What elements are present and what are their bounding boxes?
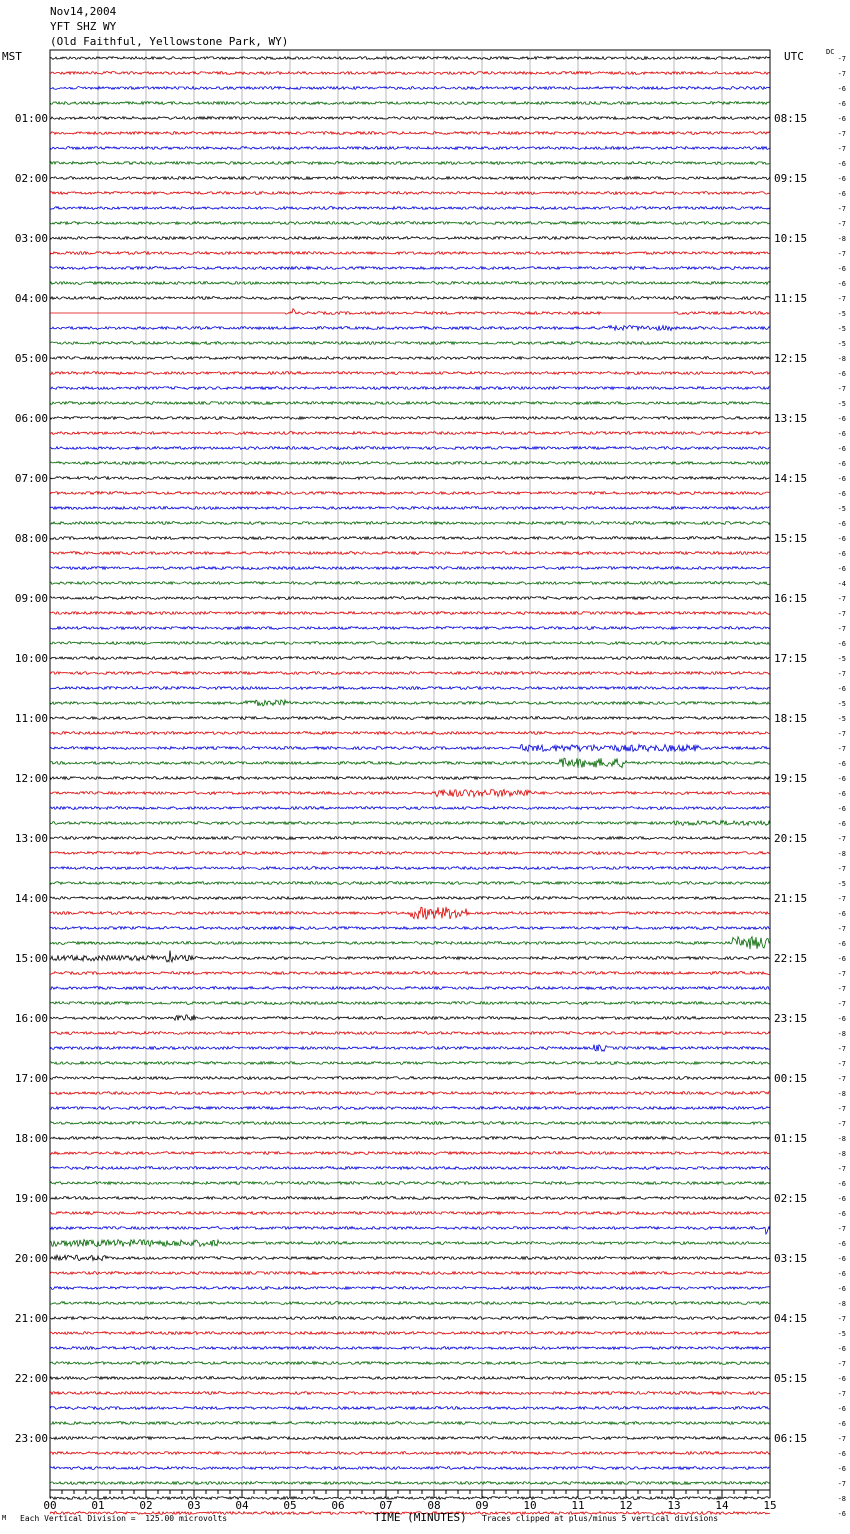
dc-offset-value: -6 xyxy=(837,910,846,918)
hour-label-left: 07:00 xyxy=(14,472,48,485)
hour-label-right: 19:15 xyxy=(774,772,808,785)
dc-offset-value: -6 xyxy=(837,640,846,648)
seismic-trace xyxy=(50,462,770,465)
dc-offset-value: -6 xyxy=(837,1285,846,1293)
dc-offset-value: -6 xyxy=(837,1270,846,1278)
dc-offset-value: -8 xyxy=(837,1135,846,1143)
dc-offset-value: -7 xyxy=(837,1435,846,1443)
dc-offset-value: -6 xyxy=(837,1510,846,1518)
dc-offset-value: -8 xyxy=(837,235,846,243)
x-tick-label: 04 xyxy=(235,1499,249,1512)
seismic-trace xyxy=(50,1240,770,1247)
seismic-trace xyxy=(50,326,770,331)
seismic-trace xyxy=(50,1467,770,1470)
seismic-trace xyxy=(50,897,770,900)
seismic-trace xyxy=(50,222,770,225)
hour-label-right: 23:15 xyxy=(774,1012,808,1025)
dc-offset-value: -7 xyxy=(837,205,846,213)
dc-offset-value: -6 xyxy=(837,805,846,813)
seismic-trace xyxy=(50,237,770,240)
seismic-trace xyxy=(50,1272,770,1275)
station-location: (Old Faithful, Yellowstone Park, WY) xyxy=(50,35,289,48)
seismic-trace xyxy=(50,657,770,660)
scale-note: Each Vertical Division = 125.00 microvolts xyxy=(20,1514,228,1523)
hour-label-left: 09:00 xyxy=(14,592,48,605)
seismic-trace xyxy=(50,1377,770,1380)
seismic-trace xyxy=(50,837,770,840)
x-axis-title: TIME (MINUTES) xyxy=(374,1511,467,1524)
seismic-trace xyxy=(50,1032,770,1035)
seismic-trace xyxy=(50,1452,770,1455)
hour-label-right: 17:15 xyxy=(774,652,808,665)
seismic-trace xyxy=(50,745,770,752)
seismic-trace xyxy=(50,972,770,975)
hour-label-right: 15:15 xyxy=(774,532,808,545)
dc-offset-value: -6 xyxy=(837,940,846,948)
seismic-trace xyxy=(50,552,770,555)
dc-offset-value: -6 xyxy=(837,1375,846,1383)
dc-offset-value: -6 xyxy=(837,1450,846,1458)
dc-offset-value: -6 xyxy=(837,1465,846,1473)
dc-offset-value: -7 xyxy=(837,835,846,843)
seismic-trace xyxy=(50,1392,770,1395)
seismic-trace xyxy=(50,1122,770,1125)
dc-offset-value: -6 xyxy=(837,565,846,573)
seismic-trace xyxy=(50,477,770,480)
seismic-trace xyxy=(50,1227,770,1234)
hour-label-right: 10:15 xyxy=(774,232,808,245)
dc-offset-value: -7 xyxy=(837,1480,846,1488)
hour-label-right: 05:15 xyxy=(774,1372,808,1385)
seismic-trace xyxy=(50,612,770,615)
dc-offset-value: -7 xyxy=(837,595,846,603)
seismic-trace xyxy=(50,1347,770,1350)
dc-offset-value: -8 xyxy=(837,1150,846,1158)
left-timezone-label: MST xyxy=(2,50,22,63)
dc-offset-value: -7 xyxy=(837,1165,846,1173)
seismic-trace xyxy=(50,717,770,720)
seismic-trace xyxy=(50,1407,770,1410)
right-timezone-label: UTC xyxy=(784,50,804,63)
seismic-trace xyxy=(50,522,770,525)
dc-offset-value: -7 xyxy=(837,745,846,753)
hour-label-left: 17:00 xyxy=(14,1072,48,1085)
chart-date: Nov14,2004 xyxy=(50,5,117,18)
seismic-trace xyxy=(50,402,770,405)
seismic-trace xyxy=(50,807,770,810)
dc-offset-value: -6 xyxy=(837,1180,846,1188)
x-tick-label: 01 xyxy=(91,1499,105,1512)
hour-label-left: 23:00 xyxy=(14,1432,48,1445)
seismic-trace xyxy=(50,267,770,270)
dc-offset-value: -6 xyxy=(837,280,846,288)
seismic-trace xyxy=(50,642,770,645)
seismic-trace xyxy=(50,582,770,585)
dc-offset-value: -7 xyxy=(837,1105,846,1113)
seismic-trace xyxy=(50,447,770,450)
seismic-trace xyxy=(50,87,770,90)
seismic-trace xyxy=(50,282,770,285)
hour-label-right: 01:15 xyxy=(774,1132,808,1145)
dc-offset-value: -5 xyxy=(837,1330,846,1338)
seismic-trace xyxy=(50,1362,770,1365)
hour-label-right: 14:15 xyxy=(774,472,808,485)
x-tick-label: 09 xyxy=(475,1499,489,1512)
dc-offset-value: -6 xyxy=(837,955,846,963)
hour-label-left: 11:00 xyxy=(14,712,48,725)
x-tick-label: 11 xyxy=(571,1499,585,1512)
hour-label-left: 22:00 xyxy=(14,1372,48,1385)
hour-label-left: 02:00 xyxy=(14,172,48,185)
seismic-trace xyxy=(50,132,770,135)
dc-offset-value: -6 xyxy=(837,1240,846,1248)
dc-offset-value: -6 xyxy=(837,490,846,498)
dc-offset-value: -6 xyxy=(837,1195,846,1203)
dc-offset-value: -6 xyxy=(837,1210,846,1218)
dc-offset-value: -6 xyxy=(837,820,846,828)
seismic-trace xyxy=(50,567,770,570)
hour-label-left: 06:00 xyxy=(14,412,48,425)
seismic-trace xyxy=(50,1107,770,1110)
seismic-trace xyxy=(50,252,770,255)
hour-label-left: 05:00 xyxy=(14,352,48,365)
dc-offset-value: -8 xyxy=(837,1090,846,1098)
seismic-trace xyxy=(50,507,770,510)
x-tick-label: 05 xyxy=(283,1499,297,1512)
dc-offset-value: -6 xyxy=(837,430,846,438)
station-code: YFT SHZ WY xyxy=(50,20,117,33)
hour-label-left: 20:00 xyxy=(14,1252,48,1265)
seismic-trace xyxy=(50,1002,770,1005)
x-tick-label: 07 xyxy=(379,1499,393,1512)
x-tick-label: 08 xyxy=(427,1499,441,1512)
seismic-trace xyxy=(50,1062,770,1065)
hour-label-left: 10:00 xyxy=(14,652,48,665)
seismic-trace xyxy=(50,1182,770,1185)
dc-offset-value: -6 xyxy=(837,685,846,693)
seismic-trace xyxy=(50,1015,770,1021)
x-tick-label: 02 xyxy=(139,1499,153,1512)
dc-offset-value: -6 xyxy=(837,1255,846,1263)
hour-label-right: 12:15 xyxy=(774,352,808,365)
dc-offset-value: -8 xyxy=(837,1495,846,1503)
seismic-trace xyxy=(50,117,770,120)
dc-offset-value: -5 xyxy=(837,505,846,513)
dc-offset-value: -7 xyxy=(837,730,846,738)
dc-offset-value: -6 xyxy=(837,175,846,183)
dc-offset-value: -7 xyxy=(837,385,846,393)
x-tick-label: 10 xyxy=(523,1499,537,1512)
hour-label-left: 14:00 xyxy=(14,892,48,905)
seismic-trace xyxy=(50,417,770,420)
seismic-trace xyxy=(50,700,770,706)
dc-offset-value: -6 xyxy=(837,790,846,798)
x-tick-label: 00 xyxy=(43,1499,57,1512)
hour-label-left: 19:00 xyxy=(14,1192,48,1205)
dc-offset-value: -5 xyxy=(837,700,846,708)
x-tick-label: 06 xyxy=(331,1499,345,1512)
dc-offset-value: -7 xyxy=(837,1360,846,1368)
seismic-trace xyxy=(50,372,770,375)
seismic-trace xyxy=(50,432,770,435)
seismic-trace xyxy=(50,1422,770,1425)
dc-offset-value: -7 xyxy=(837,625,846,633)
dc-offset-value: -6 xyxy=(837,775,846,783)
dc-offset-value: -7 xyxy=(837,610,846,618)
hour-label-right: 18:15 xyxy=(774,712,808,725)
dc-offset-value: -7 xyxy=(837,1075,846,1083)
dc-offset-value: -7 xyxy=(837,1225,846,1233)
dc-offset-value: -8 xyxy=(837,850,846,858)
hour-label-right: 02:15 xyxy=(774,1192,808,1205)
hour-label-right: 08:15 xyxy=(774,112,808,125)
seismic-trace xyxy=(50,867,770,870)
dc-offset-value: -5 xyxy=(837,880,846,888)
dc-offset-value: -7 xyxy=(837,1315,846,1323)
seismic-trace xyxy=(50,1137,770,1140)
hour-label-right: 11:15 xyxy=(774,292,808,305)
hour-label-left: 18:00 xyxy=(14,1132,48,1145)
seismic-trace xyxy=(50,537,770,540)
dc-offset-value: -6 xyxy=(837,115,846,123)
seismic-trace xyxy=(50,1482,770,1485)
dc-offset-value: -7 xyxy=(837,895,846,903)
seismic-trace xyxy=(50,937,770,949)
seismic-trace xyxy=(50,57,770,60)
dc-offset-value: -7 xyxy=(837,970,846,978)
dc-offset-value: -7 xyxy=(837,670,846,678)
dc-offset-value: -6 xyxy=(837,760,846,768)
dc-offset-value: -6 xyxy=(837,85,846,93)
dc-offset-value: -5 xyxy=(837,655,846,663)
hour-label-right: 04:15 xyxy=(774,1312,808,1325)
seismic-trace xyxy=(50,1332,770,1335)
dc-offset-value: -7 xyxy=(837,925,846,933)
dc-offset-value: -6 xyxy=(837,550,846,558)
seismic-trace xyxy=(50,387,770,390)
seismic-trace xyxy=(50,1092,770,1095)
seismic-trace xyxy=(50,102,770,105)
plot-frame xyxy=(50,50,770,1490)
seismic-trace xyxy=(50,758,770,768)
seismic-trace xyxy=(50,672,770,675)
seismic-trace xyxy=(50,687,770,690)
dc-offset-value: -5 xyxy=(837,325,846,333)
seismic-trace xyxy=(50,790,770,797)
dc-offset-value: -6 xyxy=(837,460,846,468)
dc-offset-value: -7 xyxy=(837,1060,846,1068)
x-tick-label: 13 xyxy=(667,1499,681,1512)
seismic-trace xyxy=(50,1317,770,1320)
seismic-trace xyxy=(50,1045,770,1052)
dc-offset-value: -4 xyxy=(837,580,846,588)
seismic-trace xyxy=(50,732,770,735)
hour-label-right: 13:15 xyxy=(774,412,808,425)
seismic-trace xyxy=(50,192,770,195)
x-tick-label: 15 xyxy=(763,1499,777,1512)
dc-offset-value: -7 xyxy=(837,130,846,138)
dc-offset-value: -7 xyxy=(837,220,846,228)
dc-offset-value: -7 xyxy=(837,295,846,303)
hour-label-right: 16:15 xyxy=(774,592,808,605)
seismic-trace xyxy=(50,72,770,75)
dc-offset-value: -7 xyxy=(837,1000,846,1008)
dc-offset-value: -7 xyxy=(837,1045,846,1053)
dc-offset-value: -8 xyxy=(837,1030,846,1038)
seismic-trace xyxy=(50,1255,770,1260)
dc-offset-value: -6 xyxy=(837,265,846,273)
hour-label-left: 12:00 xyxy=(14,772,48,785)
hour-label-right: 22:15 xyxy=(774,952,808,965)
seismic-trace xyxy=(50,1302,770,1305)
seismic-trace xyxy=(50,492,770,495)
hour-label-left: 08:00 xyxy=(14,532,48,545)
clip-note: Traces clipped at plus/minus 5 vertical divisions xyxy=(482,1514,719,1523)
dc-offset-value: -6 xyxy=(837,100,846,108)
seismic-trace xyxy=(50,852,770,855)
hour-label-left: 01:00 xyxy=(14,112,48,125)
seismic-trace xyxy=(50,927,770,930)
dc-offset-value: -8 xyxy=(837,355,846,363)
seismic-trace xyxy=(50,1497,770,1500)
seismic-trace xyxy=(50,1077,770,1080)
seismic-trace xyxy=(50,1437,770,1440)
seismic-trace xyxy=(50,1167,770,1170)
dc-offset-value: -7 xyxy=(837,1390,846,1398)
hour-label-left: 13:00 xyxy=(14,832,48,845)
dc-offset-value: -6 xyxy=(837,370,846,378)
hour-label-left: 15:00 xyxy=(14,952,48,965)
seismic-trace xyxy=(50,1287,770,1290)
hour-label-left: 16:00 xyxy=(14,1012,48,1025)
seismic-trace xyxy=(50,162,770,165)
seismic-trace xyxy=(50,297,770,300)
dc-offset-header: DC xyxy=(826,48,835,56)
dc-offset-value: -7 xyxy=(837,1120,846,1128)
seismic-trace xyxy=(50,1197,770,1200)
seismic-trace xyxy=(50,147,770,150)
dc-offset-value: -6 xyxy=(837,1345,846,1353)
seismic-trace xyxy=(50,207,770,210)
dc-offset-value: -6 xyxy=(837,1420,846,1428)
dc-offset-value: -6 xyxy=(837,1015,846,1023)
hour-label-right: 00:15 xyxy=(774,1072,808,1085)
dc-offset-value: -6 xyxy=(837,475,846,483)
hour-label-right: 03:15 xyxy=(774,1252,808,1265)
dc-offset-value: -5 xyxy=(837,400,846,408)
dc-offset-value: -7 xyxy=(837,865,846,873)
seismic-trace xyxy=(50,951,770,962)
hour-label-right: 09:15 xyxy=(774,172,808,185)
seismic-trace xyxy=(50,777,770,780)
dc-offset-value: -6 xyxy=(837,160,846,168)
dc-offset-value: -5 xyxy=(837,310,846,318)
dc-offset-value: -7 xyxy=(837,70,846,78)
seismic-trace xyxy=(50,1152,770,1155)
dc-offset-value: -6 xyxy=(837,1405,846,1413)
hour-label-right: 06:15 xyxy=(774,1432,808,1445)
seismic-trace xyxy=(50,821,770,826)
seismic-trace xyxy=(50,309,770,315)
seismic-trace xyxy=(50,882,770,885)
hour-label-right: 20:15 xyxy=(774,832,808,845)
hour-label-left: 04:00 xyxy=(14,292,48,305)
dc-offset-value: -7 xyxy=(837,985,846,993)
dc-offset-value: -6 xyxy=(837,415,846,423)
hour-label-right: 21:15 xyxy=(774,892,808,905)
dc-offset-value: -8 xyxy=(837,1300,846,1308)
dc-offset-value: -6 xyxy=(837,190,846,198)
seismic-trace xyxy=(50,342,770,345)
dc-offset-value: -7 xyxy=(837,55,846,63)
seismic-trace xyxy=(50,907,770,919)
hour-label-left: 21:00 xyxy=(14,1312,48,1325)
seismic-trace xyxy=(50,177,770,180)
dc-offset-value: -7 xyxy=(837,250,846,258)
seismic-trace xyxy=(50,357,770,360)
seismic-trace xyxy=(50,987,770,990)
dc-offset-value: -5 xyxy=(837,340,846,348)
dc-offset-value: -6 xyxy=(837,535,846,543)
hour-label-left: 03:00 xyxy=(14,232,48,245)
x-tick-label: 12 xyxy=(619,1499,633,1512)
seismic-trace xyxy=(50,1212,770,1215)
dc-offset-value: -5 xyxy=(837,715,846,723)
x-tick-label: 03 xyxy=(187,1499,201,1512)
corner-mark: M xyxy=(2,1514,7,1522)
seismic-trace xyxy=(50,627,770,630)
dc-offset-value: -7 xyxy=(837,145,846,153)
dc-offset-value: -6 xyxy=(837,520,846,528)
seismic-trace xyxy=(50,597,770,600)
dc-offset-value: -6 xyxy=(837,445,846,453)
x-tick-label: 14 xyxy=(715,1499,729,1512)
